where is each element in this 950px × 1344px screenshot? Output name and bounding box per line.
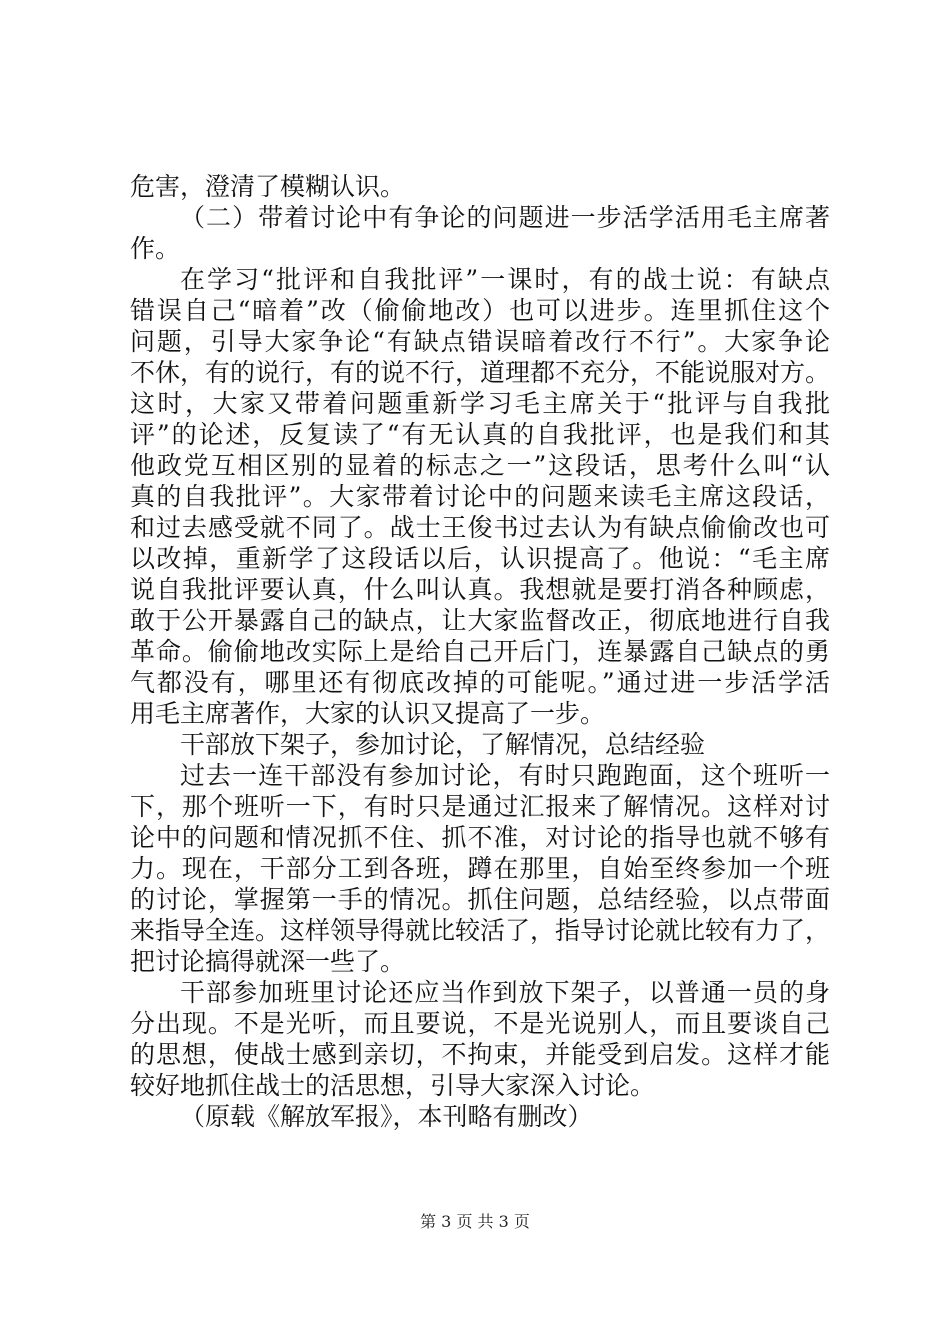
text-line: 他政党互相区别的显着的标志之一”这段话，思考什么叫“认	[130, 451, 830, 480]
text-line: 革命。偷偷地改实际上是给自己开后门，连暴露自己缺点的勇	[130, 637, 830, 666]
text-line: 来指导全连。这样领导得就比较活了，指导讨论就比较有力了，	[130, 916, 831, 945]
text-line: 评”的论述，反复读了“有无认真的自我批评，也是我们和其	[130, 420, 830, 449]
text-line: 干部参加班里讨论还应当作到放下架子，以普通一员的身	[180, 978, 830, 1007]
text-line: （原载《解放军报》，本刊略有删改）	[180, 1102, 593, 1131]
text-line: 问题，引导大家争论“有缺点错误暗着改行不行”。大家争论	[130, 327, 830, 356]
text-line: 干部放下架子，参加讨论，了解情况，总结经验	[180, 730, 706, 759]
text-line: 较好地抓住战士的活思想，引导大家深入讨论。	[130, 1071, 656, 1100]
text-line: 的思想，使战士感到亲切，不拘束，并能受到启发。这样才能	[130, 1040, 830, 1069]
page-footer: 第 3 页 共 3 页	[420, 1212, 530, 1231]
text-line: 敢于公开暴露自己的缺点，让大家监督改正，彻底地进行自我	[130, 606, 830, 635]
text-line: 真的自我批评”。大家带着讨论中的问题来读毛主席这段话，	[130, 482, 830, 511]
text-line: 作。	[130, 234, 181, 263]
text-line: 下，那个班听一下，有时只是通过汇报来了解情况。这样对讨	[130, 792, 830, 821]
text-line: 以改掉，重新学了这段话以后，认识提高了。他说：“毛主席	[130, 544, 830, 573]
text-line: 气都没有，哪里还有彻底改掉的可能呢。”通过进一步活学活	[130, 668, 830, 697]
document-body	[130, 171, 830, 1132]
text-line: 过去一连干部没有参加讨论，有时只跑跑面，这个班听一	[180, 761, 830, 790]
text-line: 危害，澄清了模糊认识。	[130, 172, 406, 201]
text-line: （二）带着讨论中有争论的问题进一步活学活用毛主席著	[180, 203, 830, 232]
text-line: 的讨论，掌握第一手的情况。抓住问题，总结经验，以点带面	[130, 885, 830, 914]
text-line: 不休，有的说行，有的说不行，道理都不充分，不能说服对方。	[130, 358, 831, 387]
text-line: 论中的问题和情况抓不住、抓不准，对讨论的指导也就不够有	[130, 823, 830, 852]
text-line: 在学习“批评和自我批评”一课时，有的战士说：有缺点	[180, 265, 830, 294]
text-line: 错误自己“暗着”改（偷偷地改）也可以进步。连里抓住这个	[130, 296, 830, 325]
text-line: 用毛主席著作，大家的认识又提高了一步。	[130, 699, 606, 728]
text-line: 力。现在，干部分工到各班，蹲在那里，自始至终参加一个班	[130, 854, 830, 883]
text-line: 和过去感受就不同了。战士王俊书过去认为有缺点偷偷改也可	[130, 513, 830, 542]
text-line: 说自我批评要认真，什么叫认真。我想就是要打消各种顾虑，	[130, 575, 830, 604]
text-line: 这时，大家又带着问题重新学习毛主席关于“批评与自我批	[130, 389, 830, 418]
text-line: 分出现。不是光听，而且要说，不是光说别人，而且要谈自己	[130, 1009, 830, 1038]
text-line: 把讨论搞得就深一些了。	[130, 947, 406, 976]
